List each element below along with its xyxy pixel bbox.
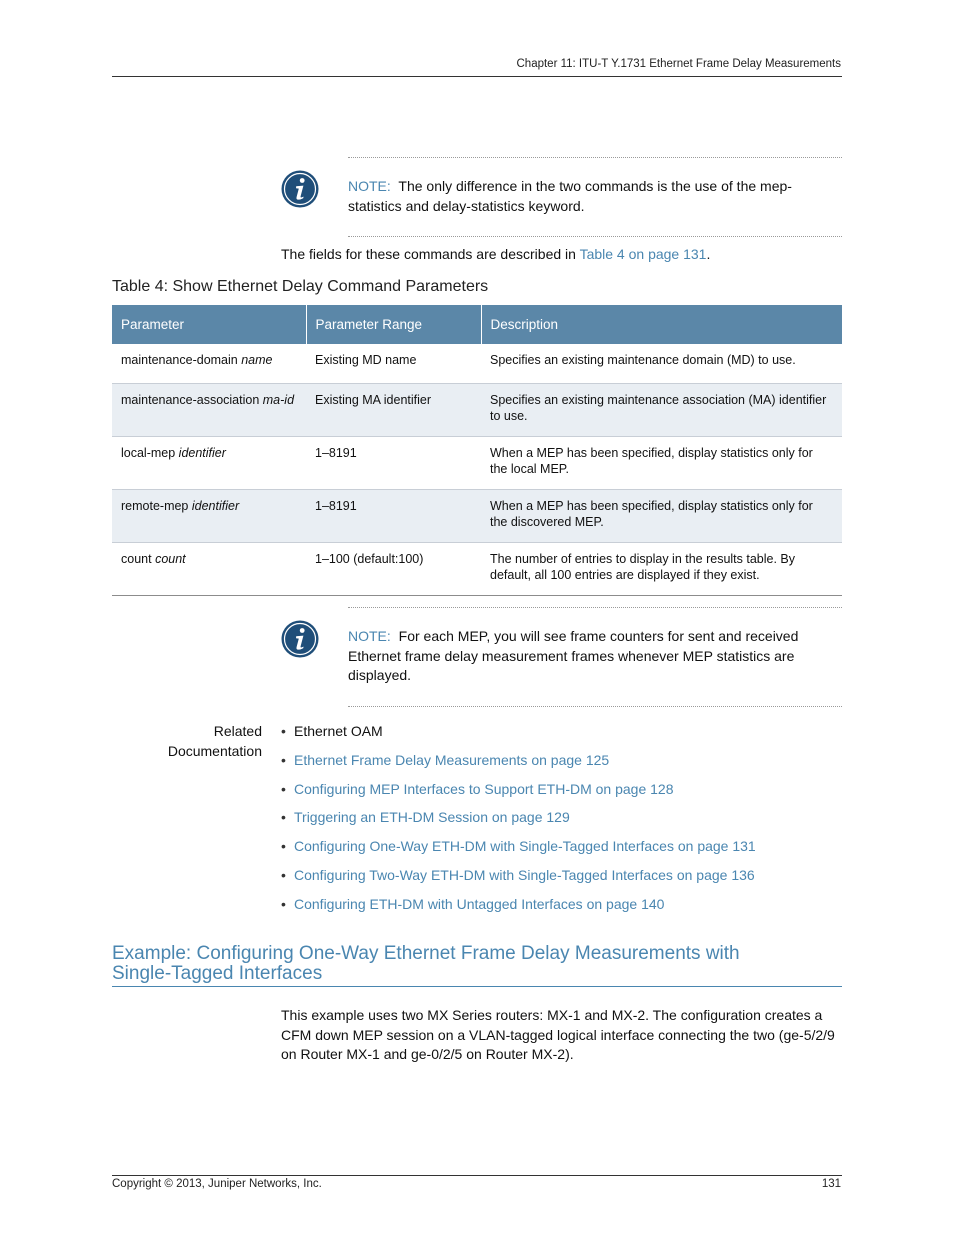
param-keyword: local-mep	[121, 445, 176, 460]
router-name: MX-1	[346, 1046, 380, 1063]
bullet-icon: •	[281, 751, 286, 768]
copyright: Copyright © 2013, Juniper Networks, Inc.	[112, 1178, 322, 1190]
param-cell	[112, 344, 306, 383]
note-text-c: keyword.	[528, 197, 585, 214]
note-text-b: and	[405, 197, 429, 214]
list-item	[281, 865, 841, 894]
para-text: on Router	[281, 1046, 343, 1063]
footer-rule	[112, 1175, 842, 1176]
range-cell: 1–100 (default:100)	[306, 542, 481, 595]
table-row	[112, 542, 842, 595]
description-cell: Specifies an existing maintenance domain (MD) to use.	[481, 344, 842, 383]
note-top-rule	[348, 607, 842, 608]
running-header: Chapter 11: ITU-T Y.1731 Ethernet Frame Delay Measurements	[516, 58, 841, 70]
param-keyword: maintenance-domain	[121, 353, 238, 367]
section-heading-line2: Single-Tagged Interfaces	[112, 963, 323, 984]
interface-name: ge-0/2/5	[410, 1046, 463, 1063]
note-label: NOTE:	[348, 178, 391, 194]
router-name: MX-2	[531, 1046, 566, 1063]
bullet-icon: •	[281, 895, 286, 912]
fields-end: .	[706, 246, 711, 262]
bullet-icon: •	[281, 723, 286, 739]
section-heading-line1: Example: Configuring One-Way Ethernet Frame Delay Measurements with	[112, 943, 740, 964]
related-link[interactable]: Configuring ETH-DM with Untagged Interfaces on page 140	[294, 895, 665, 912]
table-row	[112, 344, 842, 383]
para-text: and	[383, 1046, 408, 1063]
param-variable: identifier	[178, 445, 226, 460]
range-cell: 1–8191	[306, 436, 481, 489]
list-item	[281, 779, 841, 808]
related-link[interactable]: Configuring One-Way ETH-DM with Single-Tagged Interfaces on page 131	[294, 838, 756, 855]
list-item	[281, 721, 841, 750]
range-cell: Existing MD name	[306, 344, 481, 383]
list-item	[281, 894, 841, 923]
range-cell: 1–8191	[306, 489, 481, 542]
related-documentation-list	[281, 721, 841, 923]
list-item	[281, 750, 841, 779]
related-label-line1: Related	[213, 723, 262, 739]
bullet-icon: •	[281, 809, 286, 826]
router-name: MX-2	[611, 1007, 646, 1023]
bullet-icon: •	[281, 838, 286, 855]
param-variable: identifier	[191, 498, 240, 513]
table-caption: Table 4: Show Ethernet Delay Command Parameters	[112, 278, 489, 295]
para-text: This example uses two MX Series routers:	[281, 1007, 544, 1023]
note-label: NOTE:	[348, 628, 391, 644]
related-link[interactable]: Triggering an ETH-DM Session on page 129	[294, 809, 570, 826]
parameters-table	[112, 305, 842, 596]
related-link[interactable]: Configuring Two-Way ETH-DM with Single-Tagged Interfaces on page 136	[294, 866, 755, 883]
table-row	[112, 489, 842, 542]
description-cell: When a MEP has been specified, display statistics only for the local MEP.	[481, 436, 842, 489]
page-number: 131	[821, 1178, 841, 1190]
note-keyword-delay-statistics: delay-statistics	[432, 197, 525, 214]
param-keyword: remote-mep	[121, 498, 189, 513]
note-top-rule	[348, 157, 842, 158]
param-cell	[112, 436, 306, 489]
note-text	[348, 177, 842, 216]
para-text: on Router	[466, 1046, 528, 1063]
interface-name: ge-5/2/9	[783, 1026, 835, 1043]
fields-paragraph	[281, 245, 710, 264]
param-keyword: count	[121, 551, 152, 566]
related-label-line2: Documentation	[167, 743, 262, 759]
section-heading	[112, 944, 842, 984]
info-icon	[281, 170, 319, 208]
router-name: MX-1	[547, 1007, 581, 1023]
param-keyword: maintenance-association	[121, 392, 260, 407]
related-item-text: Ethernet OAM	[294, 723, 383, 739]
related-documentation-label	[112, 721, 262, 761]
note-keyword-mep-statistics: mep-statistics	[348, 178, 792, 214]
param-cell	[112, 542, 306, 595]
list-item	[281, 836, 841, 865]
header-description: Description	[481, 305, 842, 344]
note-body: For each MEP, you will see frame counters for sent and received Ethernet frame delay measurement frames whenever MEP statistics are displayed.	[348, 628, 799, 683]
param-cell	[112, 489, 306, 542]
description-cell: Specifies an existing maintenance association (MA) identifier to use.	[481, 383, 842, 436]
range-cell: Existing MA identifier	[306, 383, 481, 436]
header-parameter-range: Parameter Range	[306, 305, 481, 344]
param-variable: name	[241, 353, 273, 367]
header-rule	[112, 76, 842, 77]
para-text: ).	[565, 1046, 574, 1063]
description-cell: The number of entries to display in the results table. By default, all 100 entries are displayed if they exist.	[481, 542, 842, 595]
note-bottom-rule	[348, 236, 842, 237]
example-paragraph	[281, 1006, 843, 1065]
header-parameter: Parameter	[112, 305, 306, 344]
para-text: and	[584, 1007, 608, 1023]
note-text	[348, 627, 842, 686]
related-link[interactable]: Configuring MEP Interfaces to Support ETH-DM on page 128	[294, 780, 674, 797]
bullet-icon: •	[281, 780, 286, 797]
note-bottom-rule	[348, 706, 842, 707]
section-rule	[112, 986, 842, 987]
param-variable: count	[155, 551, 186, 566]
table-row	[112, 436, 842, 489]
table-reference-link[interactable]: Table 4 on page 131	[579, 246, 707, 262]
info-icon	[281, 620, 319, 658]
bullet-icon: •	[281, 866, 286, 883]
list-item	[281, 807, 841, 836]
param-variable: ma-id	[262, 392, 295, 407]
table-header-row	[112, 305, 842, 344]
note-text-a: The only difference in the two commands is the use of the	[398, 178, 757, 194]
table-row	[112, 383, 842, 436]
para-text: . The configuration creates a CFM down MEP session on a VLAN-tagged logical interface connecting the two (	[281, 1007, 823, 1043]
fields-text: The fields for these commands are described in	[281, 246, 576, 262]
param-cell	[112, 383, 306, 436]
description-cell: When a MEP has been specified, display statistics only for the discovered MEP.	[481, 489, 842, 542]
related-link[interactable]: Ethernet Frame Delay Measurements on page 125	[294, 751, 610, 768]
